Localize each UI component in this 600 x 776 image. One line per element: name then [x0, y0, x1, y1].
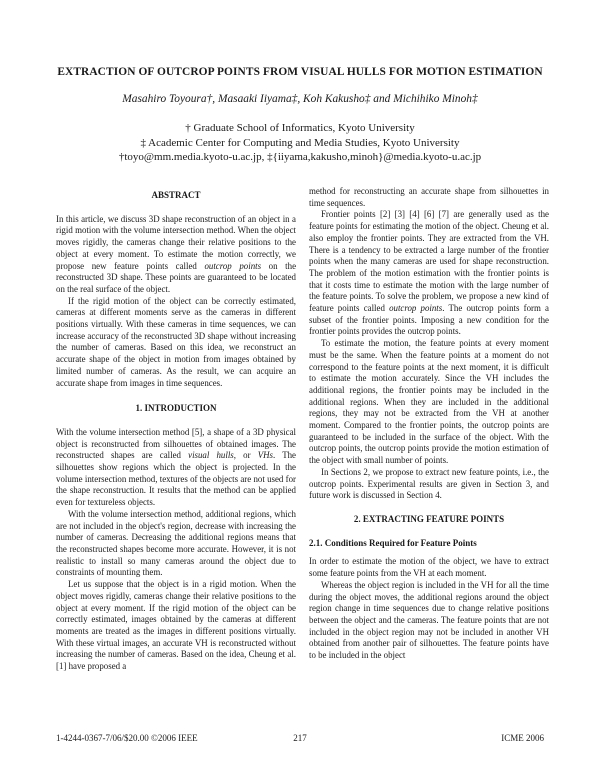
left-column: [56, 186, 296, 673]
introduction-heading: 1. INTRODUCTION: [135, 403, 217, 414]
author-list: Masahiro Toyoura†, Masaaki Iiyama‡, Koh Kakusho‡ and Michihiko Minoh‡: [122, 93, 478, 105]
email-line: †toyo@mm.media.kyoto-u.ac.jp, ‡{iiyama,kakusho,minoh}@media.kyoto-u.ac.jp: [118, 151, 482, 163]
footer-page-number: 217: [293, 733, 307, 743]
intro-paragraph-3: Let us suppose that the object is in a rigid motion. When the object moves rigidly, cameras change their relative positions to the object at every moment. If the rigid motion of the object can be correctly estimated, images obtained by the cameras at different moments are treated as the images in different positions virtually. With these virtual images, an accurate VH is reconstructed without increasing the number of cameras. Based on the idea, Cheung et al. [1] have proposed a: [56, 579, 296, 672]
intro-paragraph-1: With the volume intersection method [5], a shape of a 3D physical object is reconstructed from silhouettes of obtained images. The reconstructed shapes are called visual hulls, or VHs. The silhouettes show regions which the object is projected. In the volume intersection method, textures of the objects are not used for the shape reconstruction. It results that the method can be applied even for textureless objects.: [56, 426, 296, 508]
section2-paragraph-1: In order to estimate the motion of the object, we have to extract some feature points from the VH at each moment.: [309, 556, 549, 579]
right-column: [309, 186, 549, 662]
intro-paragraph-6: To estimate the motion, the feature points at every moment must be the same. When the feature points at a moment do not correspond to the feature points at the next moment, it is difficult to estimate the motion accurately. Since the VH includes the additional regions, the frontier points may be included in the additional regions. When they are included in the additional regions, they may not be extracted from the VH at another moment. Compared to the frontier points, the outcrop points are guaranteed to be included in the surface of the object. With the outcrop points, the outcrop points provide the motion estimation of the object with small number of points.: [309, 338, 549, 466]
intro-paragraph-7: In Sections 2, we propose to extract new feature points, i.e., the outcrop points. Experimental results are given in Section 3, and future work is discussed in Section 4.: [309, 466, 549, 501]
paper-title: EXTRACTION OF OUTCROP POINTS FROM VISUAL HULLS FOR MOTION ESTIMATION: [57, 66, 543, 78]
abstract-paragraph-1: In this article, we discuss 3D shape reconstruction of an object in a rigid motion with the volume intersection method. When the object moves rigidly, the cameras change their relative positions to the object at every moment. To estimate the motion correctly, we propose new feature points called outcrop points on the reconstructed 3D shape. These points are guaranteed to be located on the real surface of the object.: [56, 213, 297, 294]
affiliation-2: ‡ Academic Center for Computing and Media Studies, Kyoto University: [140, 137, 460, 149]
intro-paragraph-2: With the volume intersection method, additional regions, which are not included in the object's region, decrease with increasing the number of cameras. Decreasing the additional regions means that the reconstructed shapes become more accurate. However, it is not realistic to install so many cameras around the object due to constraints of mounting them.: [56, 508, 296, 578]
abstract-heading: ABSTRACT: [151, 190, 201, 200]
footer-copyright: 1-4244-0367-7/06/$20.00 ©2006 IEEE: [56, 733, 198, 743]
abstract-paragraph-2: If the rigid motion of the object can be correctly estimated, cameras at different moments serve as the cameras in different positions virtually. With these cameras in time sequences, we can increase accuracy of the reconstructed 3D shape without increasing the number of cameras. Based on this idea, we reconstruct an accurate shape of the object in motion from images obtained by limited number of cameras. As the result, we can acquire an accurate shape from images in time sequences.: [56, 295, 296, 388]
subsection-2-1-heading: 2.1. Conditions Required for Feature Points: [309, 537, 477, 548]
footer-conference: ICME 2006: [501, 733, 544, 743]
intro-paragraph-5: Frontier points [2] [3] [4] [6] [7] are generally used as the feature points for estimating the motion of the object. Cheung et al. also employ the frontier points. They are extracted from the VH. There is a tendency to be extracted a large number of the frontier points when the many cameras are used for shape reconstruction. The problem of the motion estimation with the frontier points is that it costs time to estimate the motion with the large number of the feature points. To solve the problem, we propose a new kind of feature points called outcrop points. The outcrop points form a subset of the frontier points. Imposing a new condition for the frontier points provides the outcrop points.: [309, 209, 549, 337]
section2-paragraph-2: Whereas the object region is included in the VH for all the time during the object moves, the additional regions around the object region change in time sequences due to change relative positions between the object and the cameras. The feature points that are not included in the object region may not be included in another VH obtained from another pair of silhouettes. The feature points have to be included in the object: [309, 579, 549, 661]
intro-paragraph-4: method for reconstructing an accurate shape from silhouettes in time sequences.: [309, 186, 549, 208]
affiliation-1: † Graduate School of Informatics, Kyoto University: [185, 122, 415, 134]
section-2-heading: 2. EXTRACTING FEATURE POINTS: [353, 513, 505, 524]
